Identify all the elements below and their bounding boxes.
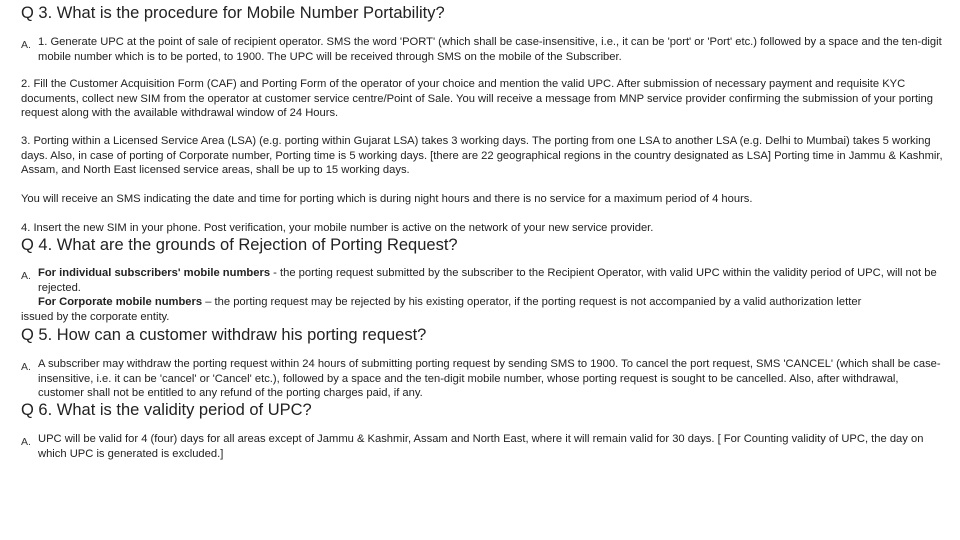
answer-3-step-1	[21, 35, 943, 64]
answer-4	[21, 266, 943, 324]
answer-marker: A.	[21, 39, 31, 51]
corporate-text: – the porting request may be rejected by his existing operator, if the porting request is not accompanied by a valid authorization letter	[202, 296, 862, 309]
answer-4-individual	[21, 266, 943, 295]
answer-3-step-2: 2. Fill the Customer Acquisition Form (CAF) and Porting Form of the operator of your choice and mention the valid UPC. After submission of necessary payment and requisite KYC documents, collect new SIM from the operator at customer service centre/Point of Sale. You will receive a message from MNP service provider confirming the submission of your porting request along with the available withdrawal window of 24 Hours.	[21, 78, 933, 120]
question-3-heading: Q 3. What is the procedure for Mobile Number Portability?	[21, 4, 445, 22]
corporate-label: For Corporate mobile numbers	[38, 296, 203, 309]
answer-3-step-3: 3. Porting within a Licensed Service Area (LSA) (e.g. porting within Gujarat LSA) takes 3 working days. The porting from one LSA to another LSA (e.g. Delhi to Mumbai) takes 5 working days. Also, in case of porting of Corporate number, Porting time is 5 working days. [there are 22 geographical regions in the country designated as LSA] Porting time in Jammu & Kashmir, Assam, and North East licensed service areas, shall be up to 15 working days.	[21, 135, 943, 177]
corporate-text-continued: issued by the corporate entity.	[21, 310, 170, 323]
question-5-heading: Q 5. How can a customer withdraw his porting request?	[21, 326, 427, 344]
answer-3-step-1-text: 1. Generate UPC at the point of sale of recipient operator. SMS the word 'PORT' (which shall be case-insensitive, i.e., it can be 'port' or 'Port' etc.) followed by a space and the ten-digit mobile number which is to be ported, to 1900. The UPC will be received through SMS on the mobile of the Subscriber.	[38, 36, 942, 63]
answer-4-corporate	[21, 295, 943, 310]
answer-3-sms-note: You will receive an SMS indicating the date and time for porting which is during night hours and there is no service for a maximum period of 4 hours.	[21, 193, 753, 205]
individual-label: For individual subscribers' mobile numbers	[38, 267, 271, 279]
answer-3-step-4: 4. Insert the new SIM in your phone. Post verification, your mobile number is active on the network of your new service provider.	[21, 222, 654, 234]
question-4-heading: Q 4. What are the grounds of Rejection of Porting Request?	[21, 236, 458, 254]
answer-marker: A.	[21, 436, 31, 448]
answer-5	[21, 357, 943, 401]
answer-6-text: UPC will be valid for 4 (four) days for all areas except of Jammu & Kashmir, Assam and North East, where it will remain valid for 30 days. [ For Counting validity of UPC, the day on which UPC is generated is excluded.]	[38, 433, 924, 460]
answer-marker: A.	[21, 361, 31, 373]
individual-text: - the porting request submitted by the subscriber to the Recipient Operator, with valid UPC within the validity period of UPC, will not be rejected.	[38, 267, 937, 294]
question-6-heading: Q 6. What is the validity period of UPC?	[21, 401, 312, 419]
answer-marker: A.	[21, 270, 31, 282]
answer-6	[21, 432, 943, 461]
answer-5-text: A subscriber may withdraw the porting request within 24 hours of submitting porting request by sending SMS to 1900. To cancel the port request, SMS 'CANCEL' (which shall be case-insensitive, i.e. it can be 'cancel' or 'Cancel' etc.), followed by a space and the ten-digit mobile number, whose porting request is sought to be cancelled. Also, after withdrawal, customer shall not be entitled to any refund of the porting charges paid, if any.	[38, 358, 941, 400]
